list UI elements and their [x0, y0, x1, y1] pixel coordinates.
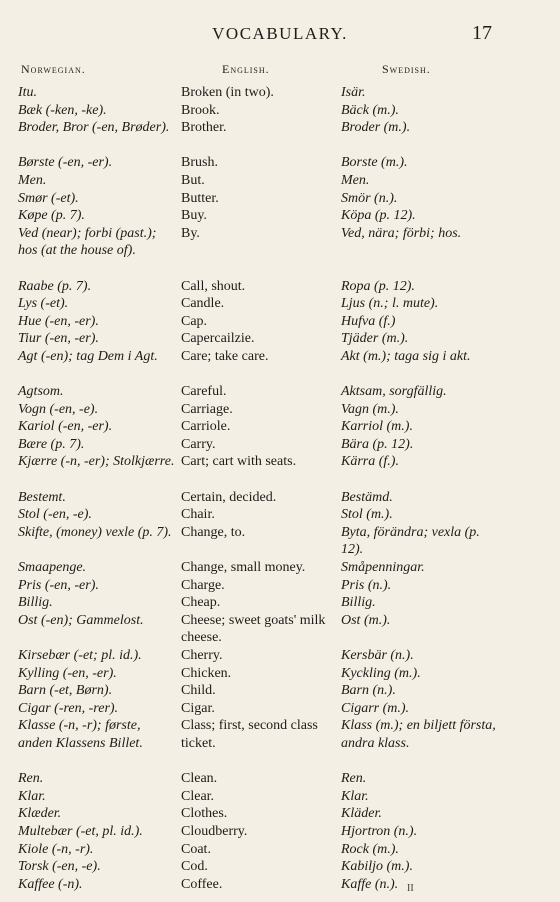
vocab-entry: [0, 172, 560, 190]
norwegian-term: Stol (-en, -e).: [18, 507, 92, 523]
english-term: Certain, decided.: [181, 489, 277, 505]
swedish-term: Karriol (m.).: [341, 419, 413, 435]
swedish-term: Köpa (p. 12).: [341, 208, 416, 224]
norwegian-term: Itu.: [18, 85, 38, 100]
vocab-entry: [0, 788, 560, 806]
english-term: Cloudberry.: [181, 823, 248, 839]
norwegian-term: Smør (-et).: [18, 190, 79, 206]
swedish-term: Kabiljo (m.).: [341, 859, 413, 875]
swedish-term: Bestämd.: [341, 489, 393, 505]
english-term: Brother.: [181, 120, 227, 136]
vocab-entry: [0, 401, 560, 419]
vocab-entry: [0, 453, 560, 488]
vocab-entry: [0, 594, 560, 612]
norwegian-term: Kaffee (-n).: [18, 876, 83, 892]
vocab-entry: [0, 225, 560, 278]
norwegian-term: Agtsom.: [18, 384, 64, 400]
norwegian-term: Ved (near); forbi (past.); hos (at the house of).: [18, 225, 157, 259]
vocab-entry: [0, 119, 560, 154]
english-term: Cigar.: [181, 700, 215, 716]
vocab-entry: [0, 102, 560, 120]
vocab-entry: [0, 823, 560, 841]
english-term: Brook.: [181, 102, 220, 118]
vocab-entry: [0, 154, 560, 172]
english-term: Cart; cart with seats.: [181, 454, 297, 470]
swedish-term: Cigarr (m.).: [341, 700, 410, 716]
norwegian-term: Skifte, (money) vexle (p. 7).: [18, 524, 172, 540]
swedish-term: Isär.: [341, 85, 366, 100]
norwegian-term: Barn (-et, Børn).: [18, 683, 113, 699]
swedish-term: Hufva (f.): [341, 313, 396, 329]
english-term: Capercailzie.: [181, 331, 255, 347]
english-term: Brush.: [181, 155, 218, 171]
vocab-entry: [0, 330, 560, 348]
english-term: Change, small money.: [181, 560, 306, 576]
vocab-entry: [0, 612, 560, 647]
vocab-entry: [0, 313, 560, 331]
swedish-term: Klass (m.); en biljett första, andra klass.: [341, 718, 496, 751]
vocab-entry: [0, 278, 560, 296]
vocabulary-list: [0, 84, 560, 893]
printer-signature: II: [407, 883, 414, 894]
english-term: Clear.: [181, 788, 215, 804]
english-term: Broken (in two).: [181, 85, 274, 100]
english-term: Carriole.: [181, 419, 231, 435]
swedish-term: Ved, nära; förbi; hos.: [341, 225, 462, 241]
norwegian-term: Kirsebær (-et; pl. id.).: [18, 648, 142, 664]
norwegian-term: Tiur (-en, -er).: [18, 331, 99, 347]
norwegian-term: Klæder.: [18, 806, 62, 822]
swedish-term: Ljus (n.; l. mute).: [341, 296, 439, 312]
vocab-entry: [0, 418, 560, 436]
norwegian-term: Smaapenge.: [18, 560, 87, 576]
vocab-entry: [0, 805, 560, 823]
swedish-term: Pris (n.).: [341, 577, 392, 593]
swedish-term: Kärra (f.).: [341, 454, 399, 470]
english-term: Coffee.: [181, 876, 223, 892]
swedish-term: Kläder.: [341, 806, 382, 822]
norwegian-term: Bæk (-ken, -ke).: [18, 102, 107, 118]
norwegian-term: Multebær (-et, pl. id.).: [18, 823, 143, 839]
english-term: Cap.: [181, 313, 208, 329]
norwegian-term: Kariol (-en, -er).: [18, 419, 113, 435]
norwegian-term: Broder, Bror (-en, Brøder).: [18, 120, 170, 136]
english-term: Butter.: [181, 190, 219, 206]
english-term: Carry.: [181, 436, 216, 452]
vocab-entry: [0, 383, 560, 401]
swedish-term: Ost (m.).: [341, 612, 391, 628]
vocab-entry: [0, 841, 560, 859]
swedish-term: Kyckling (m.).: [341, 665, 421, 681]
vocab-entry: [0, 295, 560, 313]
vocab-entry: [0, 436, 560, 454]
english-term: Cheap.: [181, 595, 221, 611]
vocab-entry: [0, 876, 560, 894]
swedish-term: Smör (n.).: [341, 190, 398, 206]
english-term: Chicken.: [181, 665, 232, 681]
header-norwegian: Norwegian.: [21, 62, 86, 76]
english-term: Class; first, second class ticket.: [181, 718, 318, 751]
vocab-entry: [0, 524, 560, 559]
vocab-entry: [0, 665, 560, 683]
norwegian-term: Bære (p. 7).: [18, 436, 85, 452]
swedish-term: Billig.: [341, 595, 376, 611]
english-term: Careful.: [181, 384, 227, 400]
norwegian-term: Hue (-en, -er).: [18, 313, 99, 329]
norwegian-term: Bestemt.: [18, 489, 66, 505]
swedish-term: Rock (m.).: [341, 841, 399, 857]
swedish-term: Aktsam, sorgfällig.: [341, 384, 447, 400]
norwegian-term: Kylling (-en, -er).: [18, 665, 117, 681]
english-term: Child.: [181, 683, 216, 699]
norwegian-term: Ren.: [18, 771, 44, 787]
vocab-entry: [0, 700, 560, 718]
vocab-entry: [0, 770, 560, 788]
english-term: Buy.: [181, 208, 207, 224]
swedish-term: Småpenningar.: [341, 560, 425, 576]
english-term: Cheese; sweet goats' milk cheese.: [181, 612, 326, 646]
swedish-term: Hjortron (n.).: [341, 823, 418, 839]
swedish-term: Byta, förändra; vexla (p. 12).: [341, 524, 480, 558]
swedish-term: Akt (m.); taga sig i akt.: [341, 348, 471, 364]
norwegian-term: Klar.: [18, 788, 46, 804]
english-term: Clean.: [181, 771, 218, 787]
vocab-entry: [0, 577, 560, 595]
vocab-entry: [0, 506, 560, 524]
swedish-term: Barn (n.).: [341, 683, 396, 699]
english-term: Change, to.: [181, 524, 246, 540]
norwegian-term: Børste (-en, -er).: [18, 155, 113, 171]
page-number: 17: [472, 22, 492, 44]
swedish-term: Ren.: [341, 771, 367, 787]
vocab-entry: [0, 559, 560, 577]
english-term: Clothes.: [181, 806, 228, 822]
norwegian-term: Agt (-en); tag Dem i Agt.: [18, 348, 158, 364]
swedish-term: Ropa (p. 12).: [341, 278, 415, 294]
english-term: Candle.: [181, 296, 225, 312]
norwegian-term: Lys (-et).: [18, 296, 69, 312]
norwegian-term: Billig.: [18, 595, 53, 611]
vocab-entry: [0, 682, 560, 700]
norwegian-term: Pris (-en, -er).: [18, 577, 99, 593]
english-term: Cherry.: [181, 648, 223, 664]
vocab-entry: [0, 348, 560, 383]
swedish-term: Tjäder (m.).: [341, 331, 409, 347]
swedish-term: Borste (m.).: [341, 155, 408, 171]
swedish-term: Vagn (m.).: [341, 401, 399, 417]
english-term: By.: [181, 225, 200, 241]
norwegian-term: Vogn (-en, -e).: [18, 401, 99, 417]
norwegian-term: Køpe (p. 7).: [18, 208, 85, 224]
column-headers: [0, 62, 560, 82]
vocab-entry: [0, 717, 560, 770]
english-term: Chair.: [181, 507, 215, 523]
english-term: But.: [181, 172, 205, 188]
vocab-entry: [0, 207, 560, 225]
vocab-entry: [0, 858, 560, 876]
running-title: VOCABULARY.: [212, 24, 348, 43]
english-term: Call, shout.: [181, 278, 246, 294]
swedish-term: Bäck (m.).: [341, 102, 399, 118]
english-term: Carriage.: [181, 401, 233, 417]
swedish-term: Stol (m.).: [341, 507, 393, 523]
norwegian-term: Klasse (-n, -r); første, anden Klassens Billet.: [18, 718, 143, 751]
header-english: English.: [222, 62, 270, 76]
swedish-term: Bära (p. 12).: [341, 436, 414, 452]
header-swedish: Swedish.: [382, 62, 431, 76]
vocab-entry: [0, 489, 560, 507]
norwegian-term: Raabe (p. 7).: [18, 278, 92, 294]
norwegian-term: Torsk (-en, -e).: [18, 859, 101, 875]
swedish-term: Kersbär (n.).: [341, 648, 414, 664]
english-term: Charge.: [181, 577, 225, 593]
norwegian-term: Kjærre (-n, -er); Stolkjærre.: [18, 454, 175, 470]
swedish-term: Broder (m.).: [341, 120, 411, 136]
vocab-entry: [0, 84, 560, 102]
english-term: Cod.: [181, 859, 208, 875]
norwegian-term: Cigar (-ren, -rer).: [18, 700, 119, 716]
vocab-entry: [0, 647, 560, 665]
norwegian-term: Men.: [18, 172, 47, 188]
norwegian-term: Kiole (-n, -r).: [18, 841, 94, 857]
swedish-term: Men.: [341, 172, 370, 188]
vocab-entry: [0, 190, 560, 208]
swedish-term: Klar.: [341, 788, 369, 804]
english-term: Care; take care.: [181, 348, 269, 364]
norwegian-term: Ost (-en); Gammelost.: [18, 612, 144, 628]
english-term: Coat.: [181, 841, 211, 857]
swedish-term: Kaffe (n.).: [341, 876, 399, 892]
